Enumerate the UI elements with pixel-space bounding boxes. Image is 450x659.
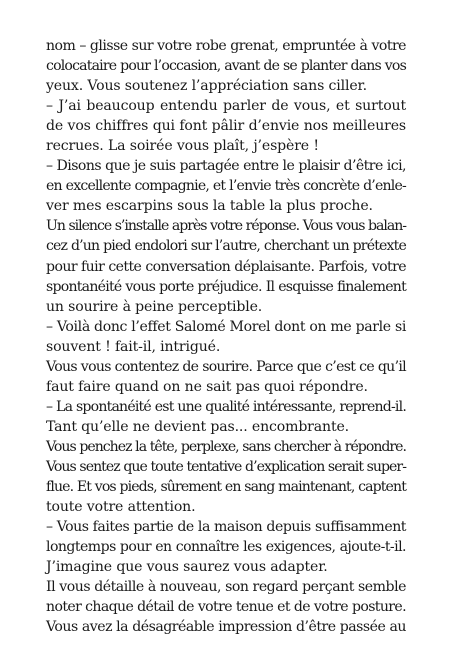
text-line: – Vous faites partie de la maison depuis suffisamment (46, 519, 406, 536)
text-line: en excellente compagnie, et l’envie très concrète d’enle- (46, 178, 406, 195)
text-line: Il vous détaille à nouveau, son regard perçant semble (46, 579, 406, 596)
text-line: ver mes escarpins sous la table la plus proche. (46, 198, 373, 215)
text-line: – Disons que je suis partagée entre le plaisir d’être ici, (46, 158, 406, 175)
text-line: de vos chiffres qui font pâlir d’envie nos meilleures (46, 118, 406, 135)
text-line: faut faire quand on ne sait pas quoi répondre. (46, 378, 368, 395)
text-line: Tant qu’elle ne devient pas... encombrante. (46, 418, 349, 435)
text-line: pour fuir cette conversation déplaisante. Parfois, votre (46, 258, 406, 275)
text-line: noter chaque détail de votre tenue et de votre posture. (46, 599, 406, 616)
text-line: flue. Et vos pieds, sûrement en sang maintenant, captent (46, 479, 406, 496)
text-line: J’imagine que vous saurez vous adapter. (46, 559, 328, 576)
text-line: Un silence s’installe après votre réponse. Vous vous balan- (46, 218, 406, 235)
text-line: Vous penchez la tête, perplexe, sans chercher à répondre. (46, 438, 406, 455)
text-line: Vous sentez que toute tentative d’explication serait super- (46, 458, 406, 475)
text-line: – La spontanéité est une qualité intéressante, reprend-il. (46, 398, 406, 415)
text-line: colocataire pour l’occasion, avant de se planter dans vos (46, 58, 406, 75)
text-line: yeux. Vous soutenez l’appréciation sans ciller. (46, 78, 367, 95)
text-line: – Voilà donc l’effet Salomé Morel dont on me parle si (46, 318, 406, 335)
text-line: Vous avez la désagréable impression d’être passée au (46, 619, 406, 636)
text-line: longtemps pour en connaître les exigences, ajoute-t-il. (46, 539, 406, 556)
text-line: Vous vous contentez de sourire. Parce que c’est ce qu’il (46, 358, 406, 375)
text-line: – J’ai beaucoup entendu parler de vous, et surtout (46, 98, 406, 115)
text-line: nom – glisse sur votre robe grenat, empruntée à votre (46, 38, 406, 54)
body-text (46, 36, 406, 637)
text-line: toute votre attention. (46, 499, 196, 516)
text-line: cez d’un pied endolori sur l’autre, cherchant un prétexte (46, 238, 406, 255)
text-line: souvent ! fait-il, intrigué. (46, 338, 221, 355)
text-line: recrues. La soirée vous plaît, j’espère ! (46, 138, 319, 155)
text-line: un sourire à peine perceptible. (46, 298, 263, 315)
text-line: spontanéité vous porte préjudice. Il esquisse finalement (46, 278, 406, 295)
